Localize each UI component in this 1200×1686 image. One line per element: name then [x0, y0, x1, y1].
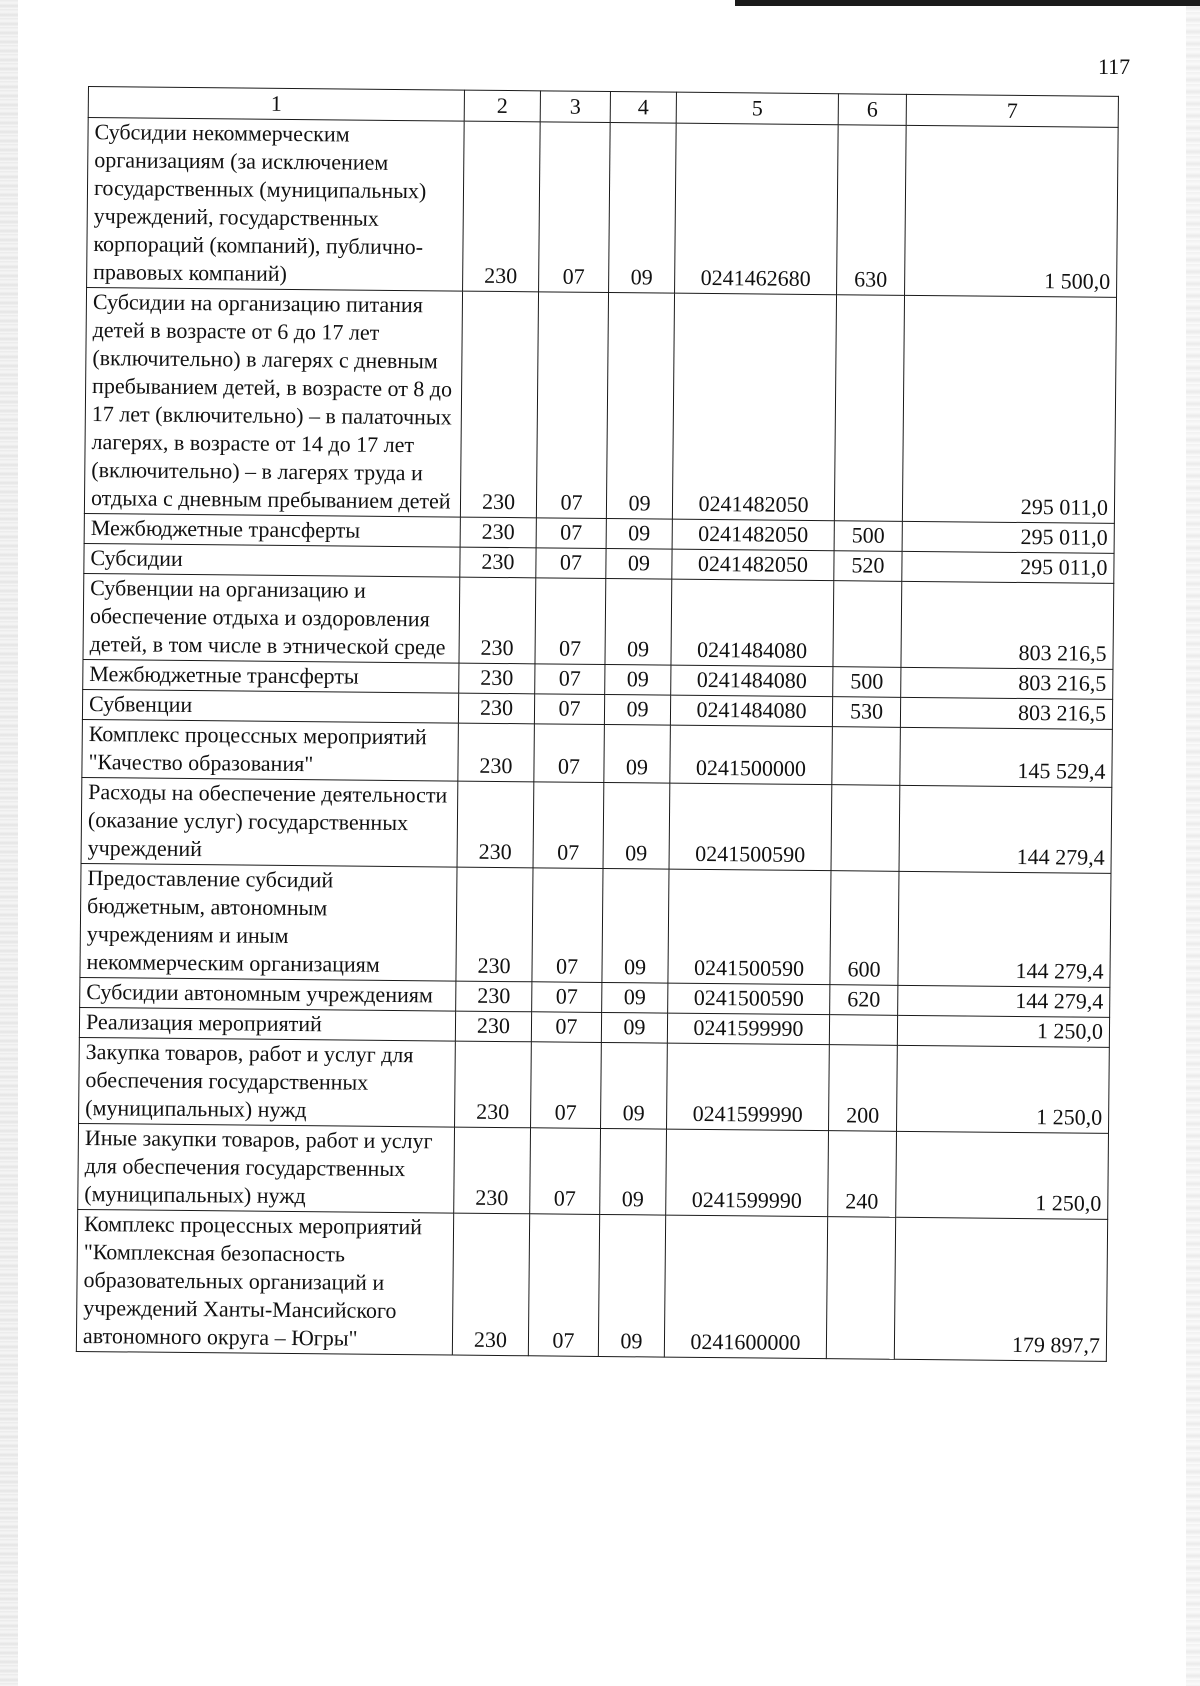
cell-expense-type — [833, 581, 902, 668]
cell-subsection: 09 — [602, 868, 669, 983]
top-rule — [735, 0, 1200, 6]
cell-section: 07 — [530, 1128, 601, 1215]
cell-amount: 179 897,7 — [894, 1217, 1107, 1361]
cell-expense-type — [832, 727, 901, 786]
cell-target-article: 0241462680 — [675, 123, 839, 295]
cell-ministry-code: 230 — [458, 723, 535, 782]
cell-section: 07 — [534, 724, 605, 783]
cell-ministry-code: 230 — [459, 577, 536, 664]
cell-subsection: 09 — [601, 1012, 667, 1043]
cell-expense-type: 520 — [834, 551, 902, 582]
cell-section: 07 — [535, 578, 606, 665]
cell-name: Субвенции на организацию и обеспечение отдыха и оздоровления детей, в том числе в этнической среде — [83, 573, 460, 663]
cell-target-article: 0241500590 — [669, 783, 832, 871]
cell-name: Комплекс процессных мероприятий "Комплексная безопасность образовательных организаций и учреждений Ханты-Мансийского автономного округа – Югры" — [76, 1209, 453, 1355]
cell-subsection: 09 — [606, 518, 672, 549]
table-row — [87, 118, 1119, 298]
cell-subsection: 09 — [609, 123, 677, 294]
table-row — [80, 863, 1111, 987]
cell-amount: 803 216,5 — [900, 697, 1112, 729]
cell-section: 07 — [535, 664, 605, 695]
cell-subsection: 09 — [601, 1042, 668, 1129]
cell-subsection: 09 — [604, 694, 670, 725]
cell-section: 07 — [532, 982, 602, 1013]
cell-section: 07 — [536, 518, 606, 549]
cell-target-article: 0241500000 — [670, 725, 833, 785]
table-row — [81, 777, 1112, 873]
cell-name: Субсидии на организацию питания детей в возрасте от 6 до 17 лет (включительно) в лагерях с дневным пребыванием детей, в возрасте от 8 до 17 лет (включительно) – в палаточных лагерях, в возрасте от 14 до 17 лет (включительно) – в лагерях труда и отдыха с дневным пребыванием детей — [84, 287, 462, 517]
cell-amount: 1 250,0 — [897, 1015, 1109, 1047]
cell-ministry-code: 230 — [460, 547, 536, 578]
document-sheet — [76, 86, 1118, 1362]
cell-ministry-code: 230 — [459, 663, 535, 694]
cell-target-article: 0241599990 — [667, 1013, 829, 1045]
table-row — [79, 1037, 1110, 1133]
cell-subsection: 09 — [598, 1214, 665, 1357]
cell-ministry-code: 230 — [452, 1213, 529, 1356]
cell-name: Субвенции — [82, 689, 458, 723]
cell-expense-type: 530 — [832, 697, 900, 728]
cell-amount: 1 500,0 — [905, 125, 1119, 297]
cell-subsection: 09 — [600, 1128, 667, 1215]
cell-expense-type — [831, 785, 900, 872]
cell-name: Реализация мероприятий — [79, 1007, 455, 1041]
cell-expense-type: 500 — [833, 667, 901, 698]
table-row — [76, 1209, 1107, 1361]
cell-section: 07 — [536, 548, 606, 579]
cell-amount: 144 279,4 — [899, 785, 1112, 873]
cell-amount: 295 011,0 — [902, 295, 1116, 523]
header-cell-7: 7 — [906, 94, 1118, 127]
table-row — [82, 719, 1113, 787]
cell-ministry-code: 230 — [456, 981, 532, 1012]
cell-amount: 295 011,0 — [902, 551, 1114, 583]
cell-amount: 145 529,4 — [900, 727, 1113, 787]
cell-subsection: 09 — [605, 578, 672, 665]
cell-ministry-code: 230 — [460, 517, 536, 548]
cell-expense-type: 240 — [828, 1131, 897, 1218]
cell-subsection: 09 — [606, 293, 674, 520]
cell-expense-type — [834, 295, 904, 522]
cell-ministry-code: 230 — [463, 121, 541, 292]
cell-target-article: 0241599990 — [667, 1043, 830, 1131]
header-cell-2: 2 — [464, 90, 540, 122]
cell-target-article: 0241599990 — [666, 1129, 829, 1217]
cell-target-article: 0241484080 — [671, 665, 833, 697]
cell-ministry-code: 230 — [455, 1041, 532, 1128]
table-row — [84, 287, 1116, 523]
cell-name: Субсидии некоммерческим организациям (за исключением государственных (муниципальных) учреждений, государственных корпораций (компаний), публично-правовых компаний) — [87, 118, 465, 292]
cell-amount: 144 279,4 — [898, 985, 1110, 1017]
cell-target-article: 0241500590 — [668, 983, 830, 1015]
cell-subsection: 09 — [605, 664, 671, 695]
cell-target-article: 0241482050 — [672, 519, 834, 551]
cell-target-article: 0241484080 — [670, 695, 832, 727]
cell-ministry-code: 230 — [460, 291, 538, 518]
page-number: 117 — [1098, 54, 1131, 79]
cell-subsection: 09 — [602, 982, 668, 1013]
cell-expense-type: 630 — [837, 125, 907, 296]
cell-name: Закупка товаров, работ и услуг для обеспечения государственных (муниципальных) нужд — [79, 1037, 456, 1127]
cell-name: Межбюджетные трансферты — [84, 513, 460, 547]
cell-name: Субсидии — [84, 543, 460, 577]
cell-amount: 803 216,5 — [901, 581, 1114, 669]
cell-expense-type: 600 — [830, 871, 899, 986]
budget-table — [76, 86, 1119, 1362]
cell-name: Межбюджетные трансферты — [83, 659, 459, 693]
cell-ministry-code: 230 — [457, 781, 534, 868]
cell-section: 07 — [534, 694, 604, 725]
cell-expense-type: 200 — [829, 1045, 898, 1132]
cell-amount: 1 250,0 — [897, 1045, 1110, 1133]
cell-ministry-code: 230 — [456, 867, 533, 982]
cell-target-article: 0241482050 — [672, 549, 834, 581]
table-row — [78, 1123, 1109, 1219]
cell-name: Предоставление субсидий бюджетным, автономным учреждениям и иным некоммерческим организациям — [80, 863, 457, 981]
header-cell-3: 3 — [540, 91, 610, 123]
scan-edge-right — [1186, 0, 1200, 1686]
cell-amount: 1 250,0 — [896, 1131, 1109, 1219]
cell-amount: 803 216,5 — [901, 667, 1113, 699]
header-cell-6: 6 — [838, 94, 906, 126]
cell-subsection: 09 — [606, 548, 672, 579]
cell-subsection: 09 — [604, 724, 671, 783]
cell-expense-type — [826, 1217, 895, 1360]
cell-section: 07 — [528, 1214, 599, 1357]
cell-amount: 295 011,0 — [902, 521, 1114, 553]
cell-section: 07 — [531, 1042, 602, 1129]
cell-name: Субсидии автономным учреждениям — [80, 977, 456, 1011]
header-cell-1: 1 — [88, 87, 464, 122]
cell-section: 07 — [539, 122, 611, 293]
cell-target-article: 0241484080 — [671, 579, 834, 667]
cell-target-article: 0241500590 — [668, 869, 831, 985]
header-cell-4: 4 — [610, 92, 676, 124]
table-body — [76, 87, 1118, 1362]
cell-name: Расходы на обеспечение деятельности (оказание услуг) государственных учреждений — [81, 777, 458, 867]
cell-ministry-code: 230 — [454, 1127, 531, 1214]
cell-name: Комплекс процессных мероприятий "Качество образования" — [82, 719, 459, 781]
cell-section: 07 — [531, 1012, 601, 1043]
cell-expense-type: 500 — [834, 521, 902, 552]
cell-ministry-code: 230 — [455, 1011, 531, 1042]
header-cell-5: 5 — [676, 92, 838, 125]
cell-section: 07 — [532, 868, 603, 983]
cell-subsection: 09 — [603, 782, 670, 869]
cell-target-article: 0241600000 — [664, 1215, 827, 1359]
cell-expense-type — [829, 1015, 897, 1046]
cell-section: 07 — [533, 782, 604, 869]
cell-section: 07 — [536, 292, 608, 519]
cell-name: Иные закупки товаров, работ и услуг для обеспечения государственных (муниципальных) нужд — [78, 1123, 455, 1213]
cell-amount: 144 279,4 — [898, 871, 1111, 987]
cell-expense-type: 620 — [830, 985, 898, 1016]
table-row — [83, 573, 1114, 669]
cell-ministry-code: 230 — [458, 693, 534, 724]
scan-edge-left — [0, 0, 18, 1686]
cell-target-article: 0241482050 — [672, 293, 836, 521]
